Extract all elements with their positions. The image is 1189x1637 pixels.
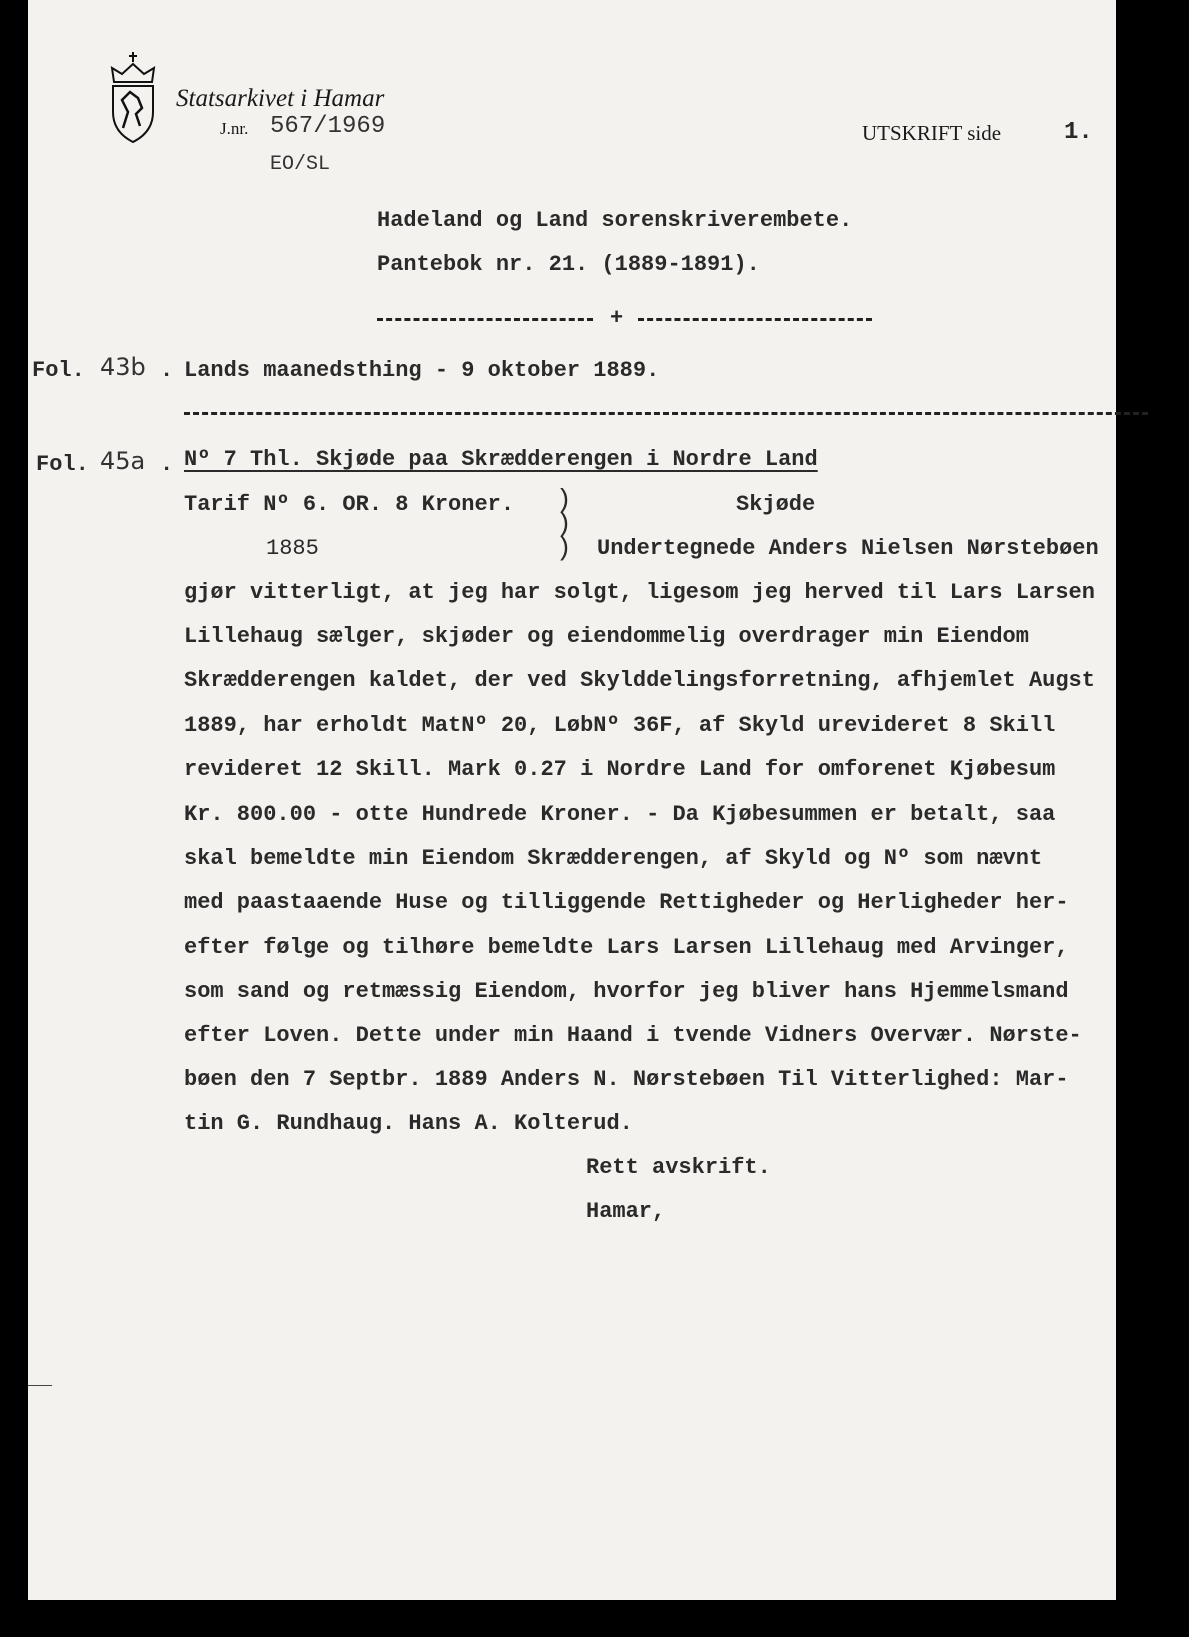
body-line: Skrædderengen kaldet, der ved Skylddelingsforretning, afhjemlet Augst [184, 668, 1095, 693]
brace: ) ) ) [556, 485, 572, 563]
entry-text: Lands maanedsthing - 9 oktober 1889. [184, 358, 660, 383]
section-divider [184, 412, 1148, 415]
separator-right [638, 318, 872, 321]
folio-dot: . [160, 358, 174, 383]
body-line: 1889, har erholdt MatNº 20, LøbNº 36F, af Skyld urevideret 8 Skill [184, 713, 1056, 738]
body-line: med paastaaende Huse og tilliggende Rettigheder og Herligheder her- [184, 890, 1069, 915]
tarif-year: 1885 [266, 536, 319, 561]
separator-mark: + [610, 306, 624, 331]
initials: EO/SL [270, 153, 331, 176]
office-heading: Hadeland og Land sorenskriverembete. [377, 208, 853, 233]
body-line: efter følge og tilhøre bemeldte Lars Larsen Lillehaug med Arvinger, [184, 935, 1069, 960]
body-line: skal bemeldte min Eiendom Skrædderengen, af Skyld og Nº som nævnt [184, 846, 1043, 871]
folio-label: Fol. [36, 452, 89, 477]
norwegian-coat-of-arms-icon [108, 52, 158, 144]
place: Hamar, [586, 1199, 666, 1224]
body-line: efter Loven. Dette under min Haand i tvende Vidners Overvær. Nørste- [184, 1023, 1082, 1048]
document-title: Skjøde [736, 492, 816, 517]
page-number: 1. [1064, 119, 1093, 146]
jnr-value: 567/1969 [270, 113, 386, 140]
first-line: Undertegnede Anders Nielsen Nørstebøen [597, 536, 1099, 561]
tarif-line: Tarif Nº 6. OR. 8 Kroner. [184, 492, 515, 517]
margin-mark [28, 1385, 52, 1386]
body-line: bøen den 7 Septbr. 1889 Anders N. Nørstebøen Til Vitterlighed: Mar- [184, 1067, 1069, 1092]
body-line: Lillehaug sælger, skjøder og eiendommelig overdrager min Eiendom [184, 624, 1029, 649]
separator-left [377, 318, 593, 321]
body-line: Kr. 800.00 - otte Hundrede Kroner. - Da Kjøbesummen er betalt, saa [184, 802, 1056, 827]
utskrift-label: UTSKRIFT side [862, 121, 1002, 145]
document-page [28, 0, 1116, 1600]
folio-number: 45a [100, 447, 146, 475]
body-line: som sand og retmæssig Eiendom, hvorfor jeg bliver hans Hjemmelsmand [184, 979, 1069, 1004]
entry-title: Nº 7 Thl. Skjøde paa Skrædderengen i Nordre Land [184, 447, 818, 472]
book-heading: Pantebok nr. 21. (1889-1891). [377, 252, 760, 277]
body-line: tin G. Rundhaug. Hans A. Kolterud. [184, 1111, 633, 1136]
certification: Rett avskrift. [586, 1155, 771, 1180]
folio-dot: . [160, 452, 174, 477]
body-line: revideret 12 Skill. Mark 0.27 i Nordre Land for omforenet Kjøbesum [184, 757, 1056, 782]
institution-name: Statsarkivet i Hamar [176, 85, 385, 112]
body-line: gjør vitterligt, at jeg har solgt, ligesom jeg herved til Lars Larsen [184, 580, 1095, 605]
folio-number: 43b [100, 353, 146, 381]
folio-label: Fol. [32, 358, 85, 383]
jnr-label: J.nr. [220, 119, 249, 138]
